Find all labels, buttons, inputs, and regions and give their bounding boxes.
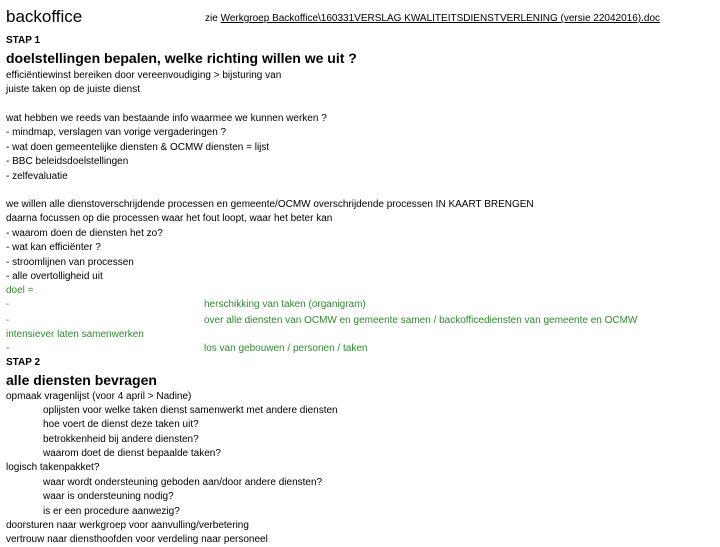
step2-subitem: hoe voert de dienst deze taken uit? xyxy=(43,419,199,430)
goal-bullet: - xyxy=(6,315,10,326)
step2-subitem: betrokkenheid bij andere diensten? xyxy=(43,434,199,445)
intro-line: juiste taken op de juiste dienst xyxy=(6,84,140,96)
step2-subitem: waarom doet de dienst bepaalde taken? xyxy=(43,448,221,459)
step2-line: logisch takenpakket? xyxy=(6,462,100,473)
process-line: - wat kan efficiënter ? xyxy=(6,242,101,254)
step2-subitem: waar wordt ondersteuning geboden aan/door andere diensten? xyxy=(43,477,323,488)
step1-intro xyxy=(6,69,281,98)
step2-line: doorsturen naar werkgroep voor aanvulling/verbetering xyxy=(6,520,249,531)
step1-heading: doelstellingen bepalen, welke richting willen we uit ? xyxy=(6,50,357,66)
process-line: - stroomlijnen van processen xyxy=(6,256,134,268)
page-title: backoffice xyxy=(6,7,83,26)
step1-basis-list xyxy=(6,112,327,184)
basis-line: - BBC beleidsdoelstellingen xyxy=(6,156,129,168)
goal-item: over alle diensten van OCMW en gemeente samen / backofficediensten van gemeente en OCMW xyxy=(204,315,638,326)
process-line: daarna focussen op die processen waar het fout loopt, waar het beter kan xyxy=(6,213,333,225)
step1-process-list xyxy=(6,198,534,284)
reference-prefix: zie xyxy=(205,13,221,24)
process-line: - alle overtolligheid uit xyxy=(6,271,103,283)
step2-line: vertrouw naar diensthoofden voor verdeling naar personeel xyxy=(6,534,268,545)
goal-item: herschikking van taken (organigram) xyxy=(204,299,366,310)
reference-document-link[interactable]: Werkgroep Backoffice\160331VERSLAG KWALITEITSDIENSTVERLENING (versie 22042016).doc xyxy=(220,13,661,24)
goal-bullet: - xyxy=(6,299,10,310)
step1-label: STAP 1 xyxy=(6,35,41,46)
process-line: we willen alle dienstoverschrijdende processen en gemeente/OCMW overschrijdende processen IN KAART BRENGEN xyxy=(6,199,534,210)
step2-subitem: is er een procedure aanwezig? xyxy=(43,506,180,517)
goal-label: doel = xyxy=(6,285,34,296)
goal-item-left: intensiever laten samenwerken xyxy=(6,329,144,340)
step2-subitem: oplijsten voor welke taken dienst samenwerkt met andere diensten xyxy=(43,405,338,416)
intro-line: efficiëntiewinst bereiken door vereenvoudiging > bijsturing van xyxy=(6,70,282,81)
goal-item: los van gebouwen / personen / taken xyxy=(204,343,368,354)
basis-line: - wat doen gemeentelijke diensten & OCMW diensten = lijst xyxy=(6,141,270,153)
step2-subitem: waar is ondersteuning nodig? xyxy=(43,491,174,502)
goal-bullet: - xyxy=(6,343,10,354)
basis-line: wat hebben we reeds van bestaande info waarmee we kunnen werken ? xyxy=(6,113,327,124)
basis-line: - zelfevaluatie xyxy=(6,170,68,182)
basis-line: - mindmap, verslagen van vorige vergaderingen ? xyxy=(6,127,227,139)
reference-line xyxy=(205,13,660,24)
step2-label: STAP 2 xyxy=(6,357,41,368)
step2-heading: alle diensten bevragen xyxy=(6,372,157,388)
process-line: - waarom doen de diensten het zo? xyxy=(6,227,163,239)
step2-line: opmaak vragenlijst (voor 4 april > Nadine) xyxy=(6,391,192,402)
